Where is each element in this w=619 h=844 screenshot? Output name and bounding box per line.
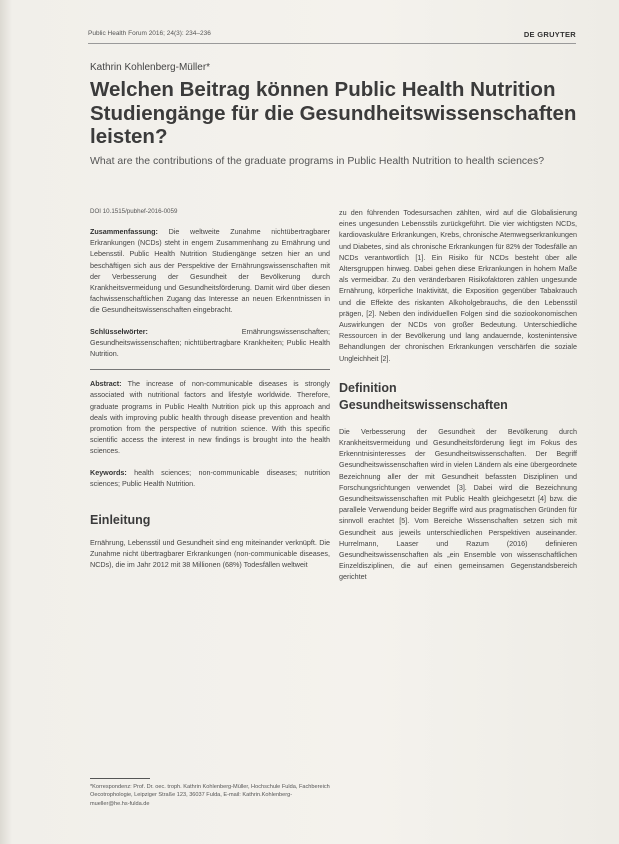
author-name: Kathrin Kohlenberg-Müller* bbox=[90, 62, 211, 73]
intro-continuation: zu den führenden Todesursachen zählten, wird auf die Globalisierung eines ungesunden Lebensstils zurückgeführt. Die vier wichtigsten NCDs, kardiovaskuläre Erkrankungen, Krebs, chronische Atemwegserkrankungen und Diabetes, sind als chronische Erkrankungen für 82% der Todesfälle an NCDs verantwortlich [1]. Ein Risiko für NCDs besteht über alle Altersgruppen hinweg. Dabei gehen diese Erkrankungen in hohem Maße als vermeidbar. Zu den veränderbaren Risikofaktoren zählen ungesunde Ernährung, körperliche Inaktivität, die Exposition gegenüber Tabakrauch und die Effekte des riskanten Alkoholgebrauchs, die den Lebensstil prägen, [2]. Neben den individuellen Folgen sind die soziookonomischen Auswirkungen der NCDs von großer Bedeutung. Unterschiedliche Ressourcen in der Bevölkerung und lang andauernde, kostenintensive Behandlungen der chronischen Erkrankungen verschärfen die soziale Ungleichheit [2]. bbox=[339, 208, 577, 363]
definition-heading-line2: Gesundheitswissenschaften bbox=[339, 397, 508, 412]
keywords-label: Keywords: bbox=[90, 467, 127, 477]
zusammenfassung-text: Die weltweite Zunahme nichtübertragbarer Erkrankungen (NCDs) steht in engem Zusammenhang zu Ernährung und Lebensstil. Public Health Nutrition Studiengänge setzen hier an und beschäftigen sich aus der Perspektive der Ernährungswissenschaften mit der Verbesserung der Gesundheit der Bevölkerung durch Krankheitsvermeidung und Gesundheitsförderung. Damit wird über diesen fachwissenschaftlichen Zugang das Interesse an neuen Erkenntnissen in die Gesundheitswissenschaften eingebracht. bbox=[90, 227, 331, 315]
article-title: Welchen Beitrag können Public Health Nutrition Studiengänge für die Gesundheitswissenschaften leisten? bbox=[90, 78, 577, 148]
right-column bbox=[339, 207, 577, 593]
definition-heading bbox=[339, 380, 577, 414]
keywords-text: health sciences; non-communicable diseases; nutrition sciences; Public Health Nutrition. bbox=[90, 467, 331, 488]
definition-heading-line1: Definition bbox=[339, 380, 397, 395]
publisher-logo: DE GRUYTER bbox=[523, 30, 576, 39]
zusammenfassung-paragraph bbox=[90, 226, 330, 316]
zusammenfassung-label: Zusammenfassung: bbox=[90, 227, 158, 236]
abstract-paragraph bbox=[90, 378, 330, 456]
correspondence-footnote: *Korrespondenz: Prof. Dr. oec. troph. Kathrin Kohlenberg-Müller, Hochschule Fulda, Fachbereich Oecotrophologie, Leipziger Straße 123, 36037 Fulda, E-mail: Kathrin.Kohlenberg-mueller@he.hs-fulda.de bbox=[90, 784, 330, 807]
abstract-text: The increase of non-communicable diseases is strongly associated with nutritional factors and lifestyle worldwide. Therefore, graduate programs in Public Health Nutrition pick up this approach and deals with improving public health through disease prevention and health promotion from the perspective of nutrition science. With this specific scientific access the interest in new findings is brought into the health sciences. bbox=[90, 379, 330, 456]
doi: DOI 10.1515/pubhef-2016-0059 bbox=[90, 208, 178, 215]
article-subtitle: What are the contributions of the graduate programs in Public Health Nutrition to health sciences? bbox=[90, 155, 545, 167]
schluesselwoerter-paragraph bbox=[90, 326, 330, 360]
abstract-label: Abstract: bbox=[90, 379, 122, 389]
einleitung-heading: Einleitung bbox=[90, 513, 151, 528]
schluesselwoerter-label: Schlüsselwörter: bbox=[90, 326, 148, 336]
section-divider bbox=[90, 369, 330, 370]
keywords-paragraph bbox=[90, 467, 330, 489]
running-header bbox=[88, 30, 576, 39]
footnote-rule bbox=[90, 778, 150, 779]
journal-reference: Public Health Forum 2016; 24(3): 234–236 bbox=[88, 30, 211, 37]
einleitung-text: Ernährung, Lebensstil und Gesundheit sind eng miteinander verknüpft. Die Zunahme nicht übertragbarer Erkrankungen (non-communicable diseases, NCDs), die im Jahr 2012 mit 38 Millionen (68%) Todesfällen weltweit bbox=[90, 538, 330, 570]
left-column bbox=[90, 207, 330, 581]
definition-text: Die Verbesserung der Gesundheit der Bevölkerung durch Krankheitsvermeidung und Gesundheitsförderung liegt im Fokus des Erkenntnisinteresses der Gesundheitswissenschaften. Der Begriff Gesundheitswissenschaften wird in vielen Ländern als eine übergeordnete Bezeichnung aller der mit Gesundheit befassten Disziplinen und Forschungsrichtungen verwendet [3]. Dabei wird die Bezeichnung Gesundheitswissenschaften mit Public Health gleichgesetzt [4] bzw. die parallele Verwendung beider Begriffe wird aus pragmatischen Gründen für sinnvoll erachtet [5]. Vom Bereiche Wissenschaften setzen sich mit Gesundheit aus jeweils unterschiedlichen Perspektiven auseinander. Hurrelmann, Laaser und Razum (2016) definieren Gesundheitswissenschaften als „ein Ensemble von wissenschaftlichen Einzeldisziplinen, die auf einen gemeinsamen Gegenstandsbereich gerichtet bbox=[339, 426, 577, 582]
header-rule bbox=[88, 43, 576, 44]
schluesselwoerter-text: Ernährungswissenschaften; Gesundheitswissenschaften; nichtübertragbare Krankheiten; Public Health Nutrition. bbox=[90, 326, 330, 359]
